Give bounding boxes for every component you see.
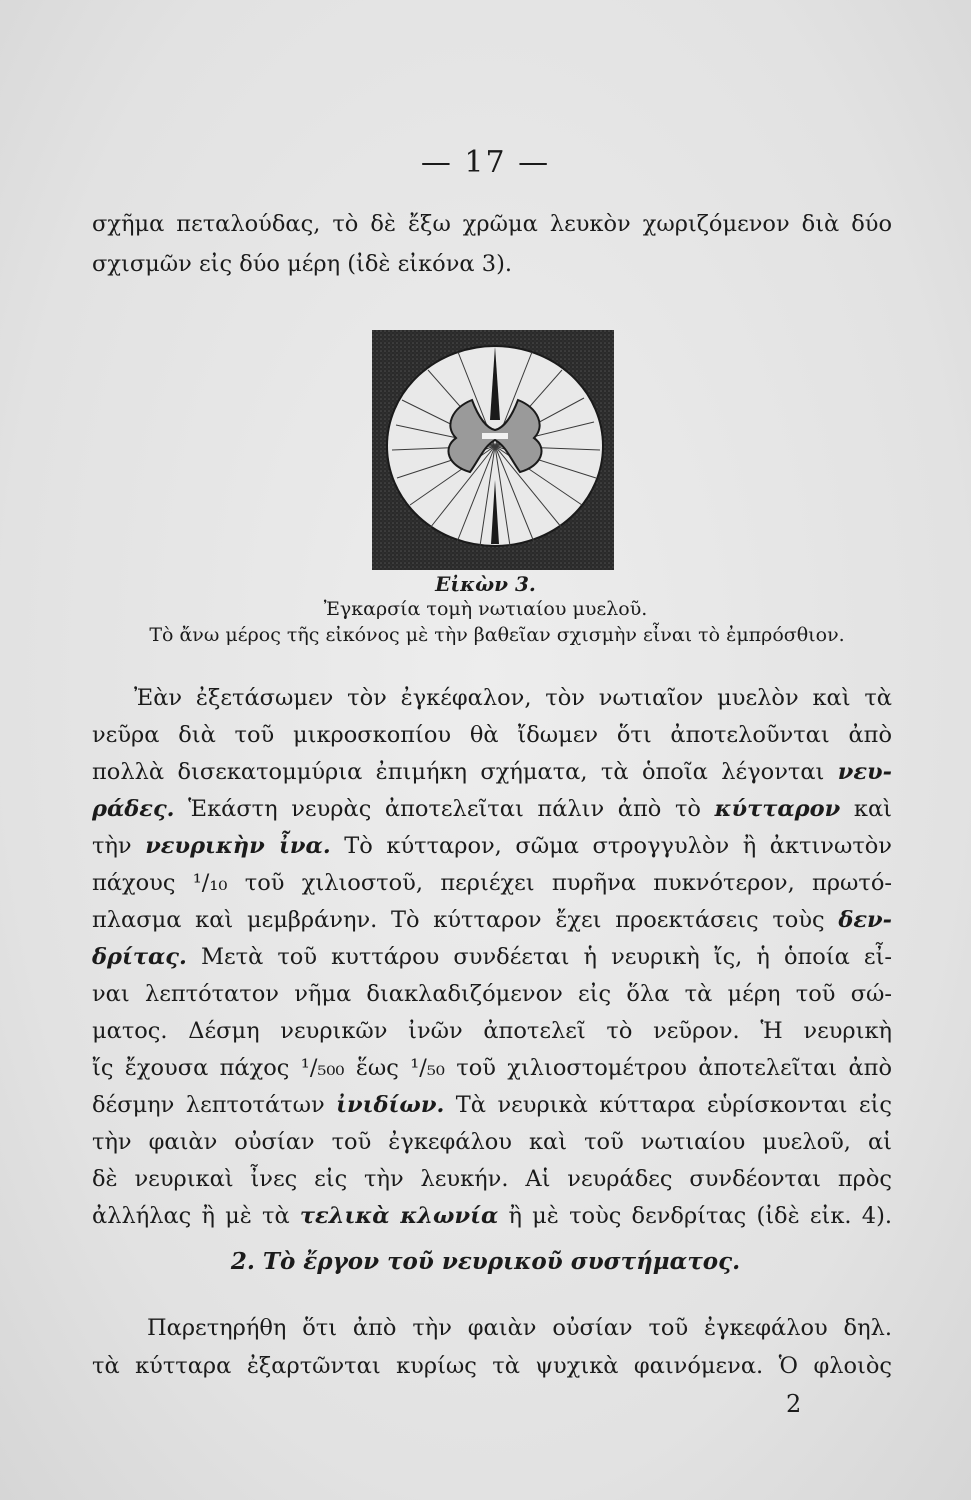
term-telika-klonia: τελικὰ κλωνία bbox=[299, 1203, 499, 1229]
paragraph-line-14: δὲ νευρικαὶ ἶνες εἰς τὴν λευκήν. Αἱ νευράδες συνδέονται πρὸς bbox=[92, 1166, 892, 1192]
paragraph-line-15-end: ἢ μὲ τοὺς δενδρίτας (ἰδὲ εἰκ. 4). bbox=[508, 1203, 892, 1229]
section-heading: 2. Τὸ ἔργον τοῦ νευρικοῦ συστήματος. bbox=[230, 1248, 741, 1275]
figure-title: Ἐγκαρσία τομὴ νωτιαίου μυελοῦ. bbox=[323, 598, 648, 620]
intro-line-1: σχῆμα πεταλούδας, τὸ δὲ ἔξω χρῶμα λευκὸν χωριζόμενον διὰ δύο bbox=[92, 211, 892, 237]
paragraph-line-7 bbox=[92, 902, 892, 938]
page-number: — 17 — bbox=[420, 145, 551, 180]
term-inidion: ἰνιδίων. bbox=[336, 1092, 445, 1118]
term-kyttaron: κύτταρον bbox=[714, 796, 841, 822]
fraction-one-tenth: ¹/₁₀ bbox=[192, 870, 228, 896]
term-neurades-part: νευ- bbox=[837, 759, 892, 785]
section-line-2: τὰ κύτταρα ἐξαρτῶνται κυρίως τὰ ψυχικὰ φαινόμενα. Ὁ φλοιὸς bbox=[92, 1353, 892, 1379]
paragraph-line-11-b: ἕως bbox=[355, 1055, 399, 1081]
paragraph-line-6-a: πάχους bbox=[92, 870, 176, 896]
term-neurades: ράδες. bbox=[92, 796, 175, 822]
paragraph-line-13: τὴν φαιὰν οὐσίαν τοῦ ἐγκεφάλου καὶ τοῦ νωτιαίου μυελοῦ, αἱ bbox=[92, 1129, 892, 1155]
paragraph-line-4-text: Ἑκάστη νευρὰς ἀποτελεῖται πάλιν ἀπὸ τὸ bbox=[188, 796, 701, 822]
paragraph-line-15 bbox=[92, 1198, 892, 1234]
paragraph-line-8-text: Μετὰ τοῦ κυττάρου συνδέεται ἡ νευρικὴ ἴς, ἡ ὁποία εἶ- bbox=[200, 944, 892, 970]
fraction-one-500th: ¹/₅₀₀ bbox=[300, 1055, 345, 1081]
paragraph-line-12-end: Τὰ νευρικὰ κύτταρα εὑρίσκονται εἰς bbox=[455, 1092, 892, 1118]
figure-note: Τὸ ἄνω μέρος τῆς εἰκόνος μὲ τὴν βαθεῖαν σχισμὴν εἶναι τὸ ἐμπρόσθιον. bbox=[149, 624, 845, 646]
paragraph-line-1: Ἐὰν ἐξετάσωμεν τὸν ἐγκέφαλον, τὸν νωτιαῖον μυελὸν καὶ τὰ bbox=[134, 685, 892, 711]
paragraph-line-4 bbox=[92, 791, 892, 827]
figure-label: Εἰκὼν 3. bbox=[435, 572, 536, 596]
section-line-1: Παρετηρήθη ὅτι ἀπὸ τὴν φαιὰν οὐσίαν τοῦ ἐγκεφάλου δηλ. bbox=[147, 1315, 892, 1341]
paragraph-line-9: ναι λεπτότατον νῆμα διακλαδιζόμενον εἰς ὅλα τὰ μέρη τοῦ σώ- bbox=[92, 981, 892, 1007]
paragraph-line-5 bbox=[92, 828, 892, 864]
paragraph-line-11 bbox=[92, 1050, 892, 1086]
paragraph-line-8 bbox=[92, 939, 892, 975]
signature-mark: 2 bbox=[786, 1390, 802, 1418]
central-canal bbox=[482, 433, 508, 439]
paragraph-line-4-end: καὶ bbox=[853, 796, 892, 822]
paragraph-line-6-b: τοῦ χιλιοστοῦ, περιέχει πυρῆνα πυκνότερον, πρωτό- bbox=[244, 870, 892, 896]
term-neuriki-ina: νευρικὴν ἶνα. bbox=[145, 833, 331, 859]
intro-line-2: σχισμῶν εἰς δύο μέρη (ἰδὲ εἰκόνα 3). bbox=[92, 251, 512, 277]
paragraph-line-11-a: ἴς ἔχουσα πάχος bbox=[92, 1055, 290, 1081]
paragraph-line-2: νεῦρα διὰ τοῦ μικροσκοπίου θὰ ἴδωμεν ὅτι ἀποτελοῦνται ἀπὸ bbox=[92, 722, 892, 748]
paragraph-line-12-text: δέσμην λεπτοτάτων bbox=[92, 1092, 325, 1118]
paragraph-line-15-text: ἀλλήλας ἢ μὲ τὰ bbox=[92, 1203, 290, 1229]
paragraph-line-12 bbox=[92, 1087, 892, 1123]
term-dendrites: δρίτας. bbox=[92, 944, 187, 970]
paragraph-line-10: ματος. Δέσμη νευρικῶν ἰνῶν ἀποτελεῖ τὸ νεῦρον. Ἡ νευρικὴ bbox=[92, 1018, 892, 1044]
term-dendrites-part: δεν- bbox=[838, 907, 892, 933]
paragraph-line-11-c: τοῦ χιλιοστομέτρου ἀποτελεῖται ἀπὸ bbox=[456, 1055, 892, 1081]
paragraph-line-3-text: πολλὰ δισεκατομμύρια ἐπιμήκη σχήματα, τὰ ὁποῖα λέγονται bbox=[92, 759, 825, 785]
paragraph-line-3 bbox=[92, 754, 892, 790]
paragraph-line-6 bbox=[92, 865, 892, 901]
paragraph-line-7-text: πλασμα καὶ μεμβράνην. Τὸ κύτταρον ἔχει προεκτάσεις τοὺς bbox=[92, 907, 825, 933]
fraction-one-50th: ¹/₅₀ bbox=[410, 1055, 445, 1081]
paragraph-line-5-text: τὴν bbox=[92, 833, 132, 859]
paragraph-line-5-end: Τὸ κύτταρον, σῶμα στρογγυλὸν ἢ ἀκτινωτὸν bbox=[344, 833, 892, 859]
spinal-cord-cross-section-figure bbox=[372, 330, 614, 570]
